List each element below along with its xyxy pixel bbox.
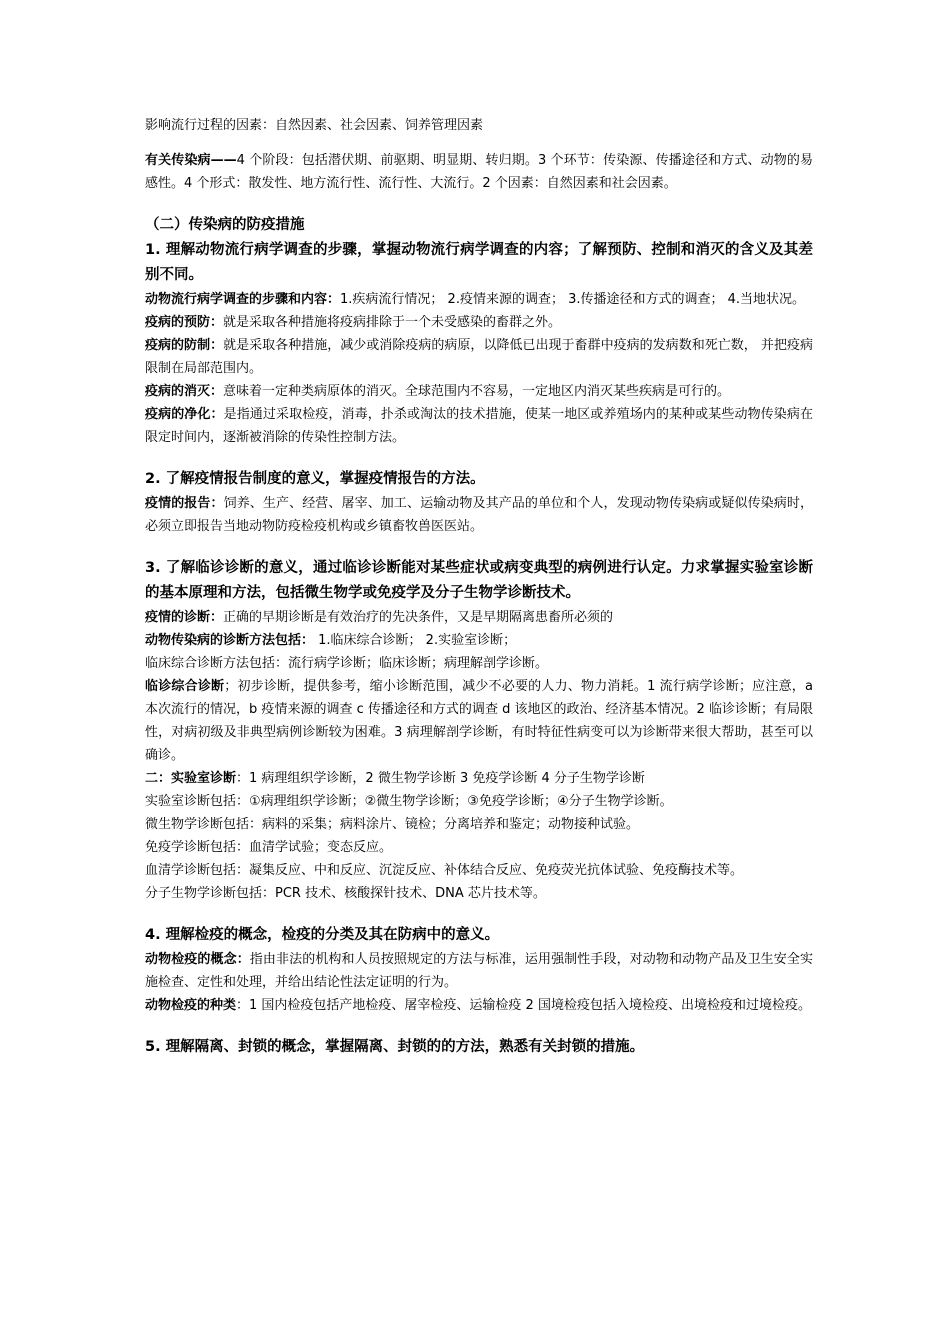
- summary-label: 有关传染病——: [145, 153, 237, 168]
- survey-paragraph: [145, 288, 813, 311]
- prevention-paragraph: [145, 311, 813, 334]
- quarantine-concept-paragraph: [145, 948, 813, 994]
- report-text: 饲养、生产、经营、屠宰、加工、运输动物及其产品的单位和个人，发现动物传染病或疑似传染病时，必须立即报告当地动物防疫检疫机构或乡镇畜牧兽医医站。: [145, 496, 813, 534]
- quarantine-concept-label: 动物检疫的概念：: [145, 952, 250, 967]
- survey-label: 动物流行病学调查的步骤和内容：: [145, 292, 341, 307]
- diagnosis-methods-label: 动物传染病的诊断方法包括：: [145, 633, 315, 648]
- report-paragraph: [145, 492, 813, 538]
- section-title: （二）传染病的防疫措施: [145, 217, 305, 233]
- factors-line: 影响流行过程的因素：自然因素、社会因素、饲养管理因素: [145, 118, 484, 133]
- diagnosis-text: 正确的早期诊断是有效治疗的先决条件，又是早期隔离患畜所必须的: [223, 610, 614, 625]
- question-3-heading: 3. 了解临诊诊断的意义，通过临诊诊断能对某些症状或病变典型的病例进行认定。力求掌握实验室诊断的基本原理和方法，包括微生物学或免疫学及分子生物学诊断技术。: [145, 560, 813, 601]
- microbiology-line: 微生物学诊断包括：病料的采集；病料涂片、镜检；分离培养和鉴定；动物接种试验。: [145, 817, 640, 832]
- serology-line: 血清学诊断包括：凝集反应、中和反应、沉淀反应、补体结合反应、免疫荧光抗体试验、免疫酶技术等。: [145, 863, 744, 878]
- lab-items-line: 实验室诊断包括：①病理组织学诊断；②微生物学诊断；③免疫学诊断；④分子生物学诊断。: [145, 794, 673, 809]
- quarantine-types-label: 动物检疫的种类: [145, 998, 237, 1013]
- lab-diagnosis-label: 二：实验室诊断: [145, 771, 237, 786]
- purification-text: 是指通过采取检疫，消毒，扑杀或淘汰的技术措施，使某一地区或养殖场内的某种或某些动物传染病在限定时间内，逐渐被消除的传染性控制方法。: [145, 407, 813, 445]
- control-text: 就是采取各种措施，减少或消除疫病的病原，以降低已出现于畜群中疫病的发病数和死亡数， 并把疫病限制在局部范围内。: [145, 338, 813, 376]
- prevention-text: 就是采取各种措施将疫病排除于一个未受感染的畜群之外。: [223, 315, 562, 330]
- lab-diagnosis-text: ：1 病理组织学诊断，2 微生物学诊断 3 免疫学诊断 4 分子生物学诊断: [236, 771, 645, 786]
- question-4-heading: 4. 理解检疫的概念，检疫的分类及其在防病中的意义。: [145, 927, 500, 943]
- clinical-methods-line: 临床综合诊断方法包括：流行病学诊断；临床诊断；病理解剖学诊断。: [145, 656, 549, 671]
- elimination-paragraph: [145, 380, 813, 403]
- question-5-heading: 5. 理解隔离、封锁的概念，掌握隔离、封锁的的方法，熟悉有关封锁的措施。: [145, 1039, 645, 1055]
- immunology-line: 免疫学诊断包括：血清学试验；变态反应。: [145, 840, 393, 855]
- clinical-diagnosis-label: 临诊综合诊断: [145, 679, 225, 694]
- control-label: 疫病的防制：: [145, 338, 224, 353]
- molecular-line: 分子生物学诊断包括：PCR 技术、核酸探针技术、DNA 芯片技术等。: [145, 886, 546, 901]
- question-1-heading: 1. 理解动物流行病学调查的步骤，掌握动物流行病学调查的内容；了解预防、控制和消灭的含义及其差别不同。: [145, 242, 813, 283]
- diagnosis-methods-paragraph: [145, 629, 813, 652]
- report-label: 疫情的报告：: [145, 496, 224, 511]
- question-2-heading: 2. 了解疫情报告制度的意义，掌握疫情报告的方法。: [145, 471, 485, 487]
- infectious-disease-summary: [145, 149, 813, 195]
- document-page: [145, 114, 813, 1060]
- diagnosis-paragraph: [145, 606, 813, 629]
- elimination-text: 意味着一定种类病原体的消灭。全球范围内不容易，一定地区内消灭某些疾病是可行的。: [223, 384, 731, 399]
- purification-label: 疫病的净化：: [145, 407, 224, 422]
- quarantine-types-text: ：1 国内检疫包括产地检疫、屠宰检疫、运输检疫 2 国境检疫包括入境检疫、出境检疫和过境检疫。: [236, 998, 811, 1013]
- elimination-label: 疫病的消灭：: [145, 384, 224, 399]
- control-paragraph: [145, 334, 813, 380]
- lab-diagnosis-paragraph: [145, 767, 813, 790]
- survey-text: 1.疾病流行情况； 2.疫情来源的调查； 3.传播途径和方式的调查； 4.当地状况。: [340, 292, 806, 307]
- diagnosis-label: 疫情的诊断：: [145, 610, 224, 625]
- quarantine-concept-text: 指由非法的机构和人员按照规定的方法与标准，运用强制性手段，对动物和动物产品及卫生安全实施检查、定性和处理，并给出结论性法定证明的行为。: [145, 952, 813, 990]
- clinical-diagnosis-paragraph: [145, 675, 813, 767]
- quarantine-types-paragraph: [145, 994, 813, 1017]
- prevention-label: 疫病的预防：: [145, 315, 224, 330]
- summary-text: 4 个阶段：包括潜伏期、前驱期、明显期、转归期。3 个环节：传染源、传播途径和方式、动物的易感性。4 个形式：散发性、地方流行性、流行性、大流行。2 个因素：自然因素和社会因素。: [145, 153, 813, 191]
- diagnosis-methods-text: 1.临床综合诊断； 2.实验室诊断；: [314, 633, 517, 648]
- clinical-diagnosis-text: ；初步诊断，提供参考，缩小诊断范围，减少不必要的人力、物力消耗。1 流行病学诊断；应注意，a 本次流行的情况，b 疫情来源的调查 c 传播途径和方式的调查 d 该地区的政治、经济基本情况。2 临诊诊断；有局限性，对病初级及非典型病例诊断较为困难。3 病理解剖学诊断，有时特征性病变可以为诊断带来很大帮助，甚至可以确诊。: [145, 679, 813, 763]
- purification-paragraph: [145, 403, 813, 449]
